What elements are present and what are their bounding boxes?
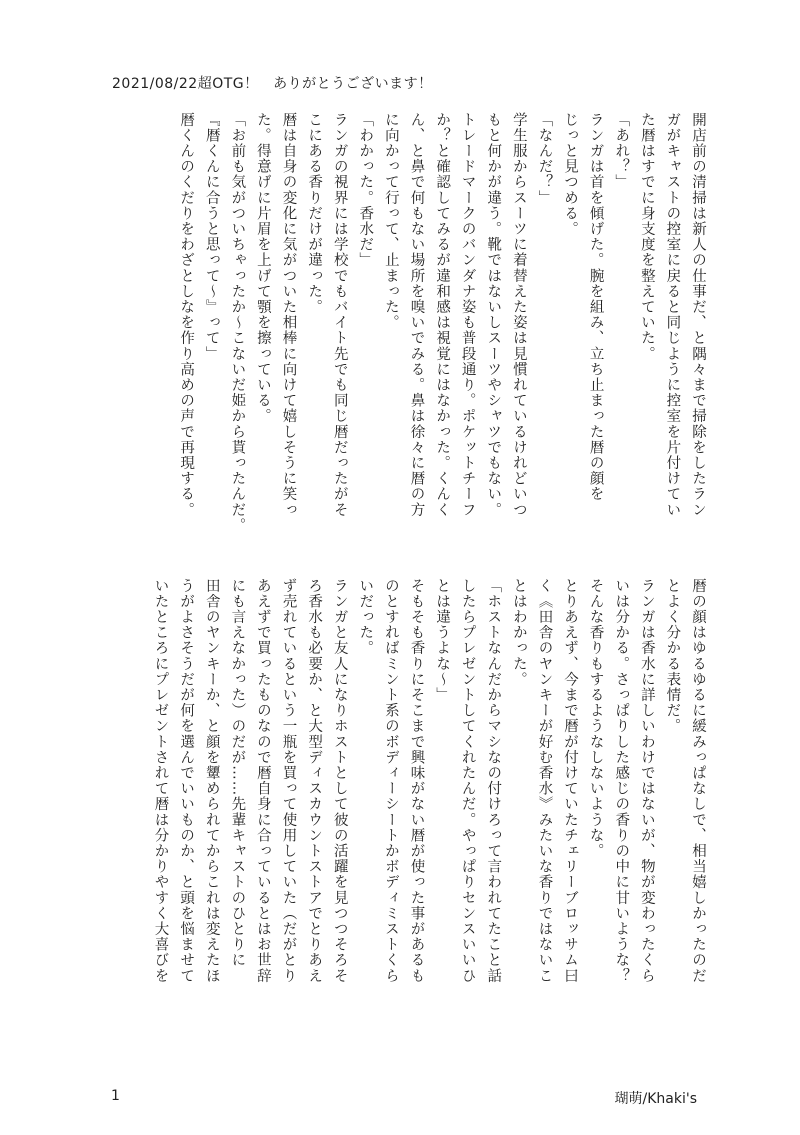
text-column: た。得意げに片眉を上げて顎を擦っている。 [254, 112, 271, 424]
text-column: いたところにプレゼントされて暦は分かりやすく大喜びを [152, 578, 169, 984]
text-column: に向かって行って、止まった。 [382, 112, 399, 331]
text-column: 「あれ？」 [613, 112, 630, 190]
text-column: ん、と鼻で何もない場所を嗅いでみる。鼻は徐々に暦の方 [408, 112, 425, 518]
text-column: ず売れているという一瓶を買って使用していた（だがとり [280, 578, 297, 984]
text-column: そんな香りもするようなしないような。 [587, 578, 604, 859]
text-column: もと何かが違う。靴ではないしスーツやシャツでもない。 [485, 112, 502, 518]
text-column: じっと見つめる。 [562, 112, 579, 237]
text-column: 「なんだ？」 [536, 112, 553, 206]
text-column: く《田舎のヤンキーが好む香水》みたいな香りではないこ [536, 578, 553, 984]
text-column: ランガと友人になりホストとして彼の活躍を見つつそろそ [331, 578, 348, 984]
text-column: あえずで買ったものなので暦自身に合っているとはお世辞 [254, 578, 271, 984]
text-column: 暦くんのくだりをわざとしなを作り高めの声で再現する。 [178, 112, 195, 518]
text-block-lower [147, 578, 710, 1033]
text-column: いだった。 [357, 578, 374, 656]
text-column: したらプレゼントしてくれたんだ。やっぱりセンスいいひ [459, 578, 476, 984]
text-column: トレードマークのバンダナ姿も普段通り。ポケットチーフ [459, 112, 476, 518]
text-column: とはわかった。 [510, 578, 527, 688]
text-column: とは違うよな〜」 [434, 578, 451, 703]
text-column: ランガの視界には学校でもバイト先でも同じ暦だったがそ [331, 112, 348, 518]
text-column: 「お前も気がついちゃったか〜こないだ姫から貰ったんだ。 [229, 112, 246, 534]
page-header-title: 2021/08/22超OTG！ ありがとうございます！ [112, 76, 433, 92]
text-column: いは分かる。さっぱりした感じの香りの中に甘いような？ [613, 578, 630, 984]
text-column: ランガは香水に詳しいわけではないが、物が変わったくら [638, 578, 655, 984]
text-block-upper [173, 112, 710, 542]
text-column: 暦は自身の変化に気がついた相棒に向けて嬉しそうに笑っ [280, 112, 297, 518]
text-column: とよく分かる表情だ。 [664, 578, 681, 734]
text-column: うがよさそうだが何を選んでいいものか、と頭を悩ませて [178, 578, 195, 984]
text-column: のとすればミント系のボディーシートかボディミストくら [382, 578, 399, 984]
text-column: 開店前の清掃は新人の仕事だ、と隅々まで掃除をしたラン [690, 112, 706, 518]
text-column: こにある香りだけが違った。 [306, 112, 323, 315]
text-column: ランガは首を傾げた。腕を組み、立ち止まった暦の顔を [587, 112, 604, 502]
text-column: ろ香水も必要か、と大型ディスカウントストアでとりあえ [306, 578, 323, 984]
text-column: か？と確認してみるが違和感は視覚にはなかった。くんく [434, 112, 451, 518]
text-column: 「わかった。香水だ」 [357, 112, 374, 268]
text-column: 田舎のヤンキーか、と顔を顰められてからこれは変えたほ [203, 578, 220, 984]
text-column: た暦はすでに身支度を整えていた。 [638, 112, 655, 362]
text-column: とりあえず、今まで暦が付けていたチェリーブロッサム曰 [562, 578, 579, 984]
author-credit: 瑚萌/Khaki's [614, 1091, 697, 1107]
page-number: 1 [111, 1088, 120, 1104]
text-column: そもそも香りにそこまで興味がない暦が使った事があるも [408, 578, 425, 984]
text-column: にも言えなかった）のだが……先輩キャストのひとりに [229, 578, 246, 968]
text-column: 暦の顔はゆるゆるに緩みっぱなしで、相当嬉しかったのだ [690, 578, 706, 984]
text-column: 「ホストなんだからマシなの付けろって言われてたこと話 [485, 578, 502, 984]
text-column: ガがキャストの控室に戻ると同じように控室を片付けてい [664, 112, 681, 518]
text-column: 『暦くんに合うと思って〜』って」 [203, 112, 220, 362]
text-column: 学生服からスーツに着替えた姿は見慣れているけれどいつ [510, 112, 527, 518]
